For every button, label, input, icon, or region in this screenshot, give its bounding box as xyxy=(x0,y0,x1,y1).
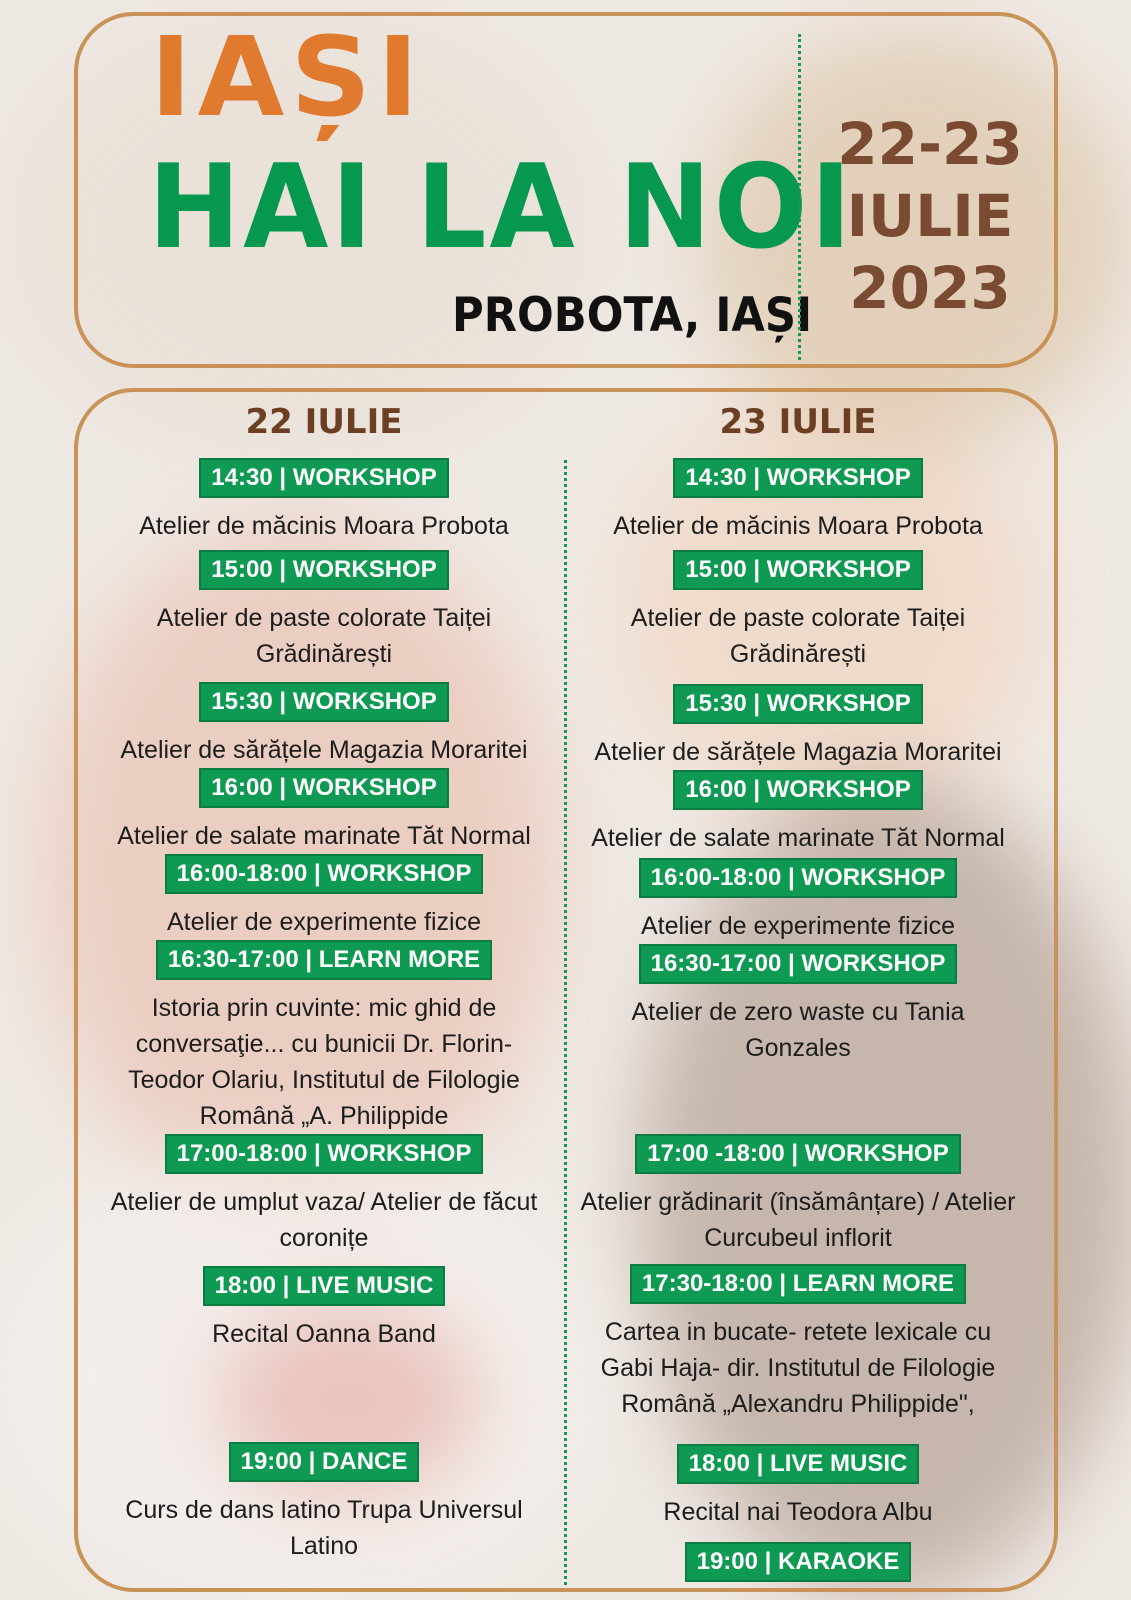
time-badge: 16:00-18:00 | WORKSHOP xyxy=(639,858,958,898)
time-badge: 16:00 | WORKSHOP xyxy=(673,770,922,810)
day1-event xyxy=(96,550,552,672)
city-title: IAȘI xyxy=(150,14,425,142)
day2-event xyxy=(570,1134,1026,1256)
event-description: Atelier de salate marinate Tăt Normal xyxy=(117,822,531,850)
time-badge: 18:00 | LIVE MUSIC xyxy=(677,1444,920,1484)
date-year: 2023 xyxy=(849,254,1011,322)
event-description: Atelier de măcinis Moara Probota xyxy=(139,512,509,540)
event-description: Atelier de experimente fizice xyxy=(640,912,956,940)
time-badge: 17:00-18:00 | WORKSHOP xyxy=(165,1134,484,1174)
time-badge: 17:30-18:00 | LEARN MORE xyxy=(630,1264,966,1304)
day2-event xyxy=(570,1542,1026,1582)
day1-event xyxy=(96,768,552,854)
event-description: Atelier de paste colorate Taiței Grădinărești xyxy=(630,604,966,668)
day1-event xyxy=(96,682,552,768)
event-dates xyxy=(820,108,1040,324)
location-text: PROBOTA, IAȘI xyxy=(452,288,813,343)
day1-title: 22 IULIE xyxy=(245,402,403,442)
event-description: Atelier de sărățele Magazia Moraritei xyxy=(594,738,1002,766)
day2-event xyxy=(570,770,1026,856)
date-range: 22-23 xyxy=(837,110,1023,178)
day2-event xyxy=(570,1444,1026,1530)
day2-event xyxy=(570,1264,1026,1422)
day1-event xyxy=(96,1442,552,1564)
time-badge: 15:00 | WORKSHOP xyxy=(673,550,922,590)
day1-event xyxy=(96,458,552,544)
header-divider xyxy=(798,34,801,360)
day1-event xyxy=(96,940,552,1134)
time-badge: 16:00 | WORKSHOP xyxy=(199,768,448,808)
slogan-title: HAI LA NOI xyxy=(148,140,855,275)
day1-event xyxy=(96,854,552,940)
event-description: Recital nai Teodora Albu xyxy=(663,1498,933,1526)
time-badge: 14:30 | WORKSHOP xyxy=(673,458,922,498)
event-description: Atelier de măcinis Moara Probota xyxy=(613,512,983,540)
time-badge: 18:00 | LIVE MUSIC xyxy=(203,1266,446,1306)
day2-event xyxy=(570,944,1026,1066)
day2-event xyxy=(570,550,1026,672)
day2-event xyxy=(570,458,1026,544)
day1-event xyxy=(96,1266,552,1352)
time-badge: 17:00 -18:00 | WORKSHOP xyxy=(635,1134,960,1174)
event-description: Atelier de salate marinate Tăt Normal xyxy=(591,824,1005,852)
time-badge: 16:30-17:00 | LEARN MORE xyxy=(156,940,492,980)
time-badge: 15:30 | WORKSHOP xyxy=(673,684,922,724)
day2-event xyxy=(570,858,1026,944)
event-description: Cartea in bucate- retete lexicale cu Gabi Haja- dir. Institutul de Filologie Română „Alexandru Philippide", xyxy=(600,1318,996,1418)
event-description: Atelier grădinarit (însămânțare) / Atelier Curcubeul inflorit xyxy=(580,1188,1016,1252)
event-description: Atelier de sărățele Magazia Moraritei xyxy=(120,736,528,764)
time-badge: 19:00 | DANCE xyxy=(229,1442,420,1482)
event-description: Atelier de zero waste cu Tania Gonzales xyxy=(631,998,965,1062)
time-badge: 19:00 | KARAOKE xyxy=(685,1542,912,1582)
day1-event xyxy=(96,1134,552,1256)
event-description: Istoria prin cuvinte: mic ghid de conversaţie... cu bunicii Dr. Florin-Teodor Olariu, Institutul de Filologie Română „A. Philippide xyxy=(128,994,520,1130)
event-description: Atelier de umplut vaza/ Atelier de făcut coronițe xyxy=(110,1188,538,1252)
columns-divider xyxy=(564,460,567,1585)
event-description: Atelier de experimente fizice xyxy=(166,908,482,936)
time-badge: 16:30-17:00 | WORKSHOP xyxy=(639,944,958,984)
event-description: Recital Oanna Band xyxy=(212,1320,436,1348)
time-badge: 15:00 | WORKSHOP xyxy=(199,550,448,590)
time-badge: 14:30 | WORKSHOP xyxy=(199,458,448,498)
event-description: Curs de dans latino Trupa Universul Latino xyxy=(125,1496,523,1560)
time-badge: 15:30 | WORKSHOP xyxy=(199,682,448,722)
day2-title: 23 IULIE xyxy=(719,402,877,442)
day2-event xyxy=(570,684,1026,770)
time-badge: 16:00-18:00 | WORKSHOP xyxy=(165,854,484,894)
event-description: Atelier de paste colorate Taiței Grădinărești xyxy=(156,604,492,668)
date-month: IULIE xyxy=(846,182,1014,250)
